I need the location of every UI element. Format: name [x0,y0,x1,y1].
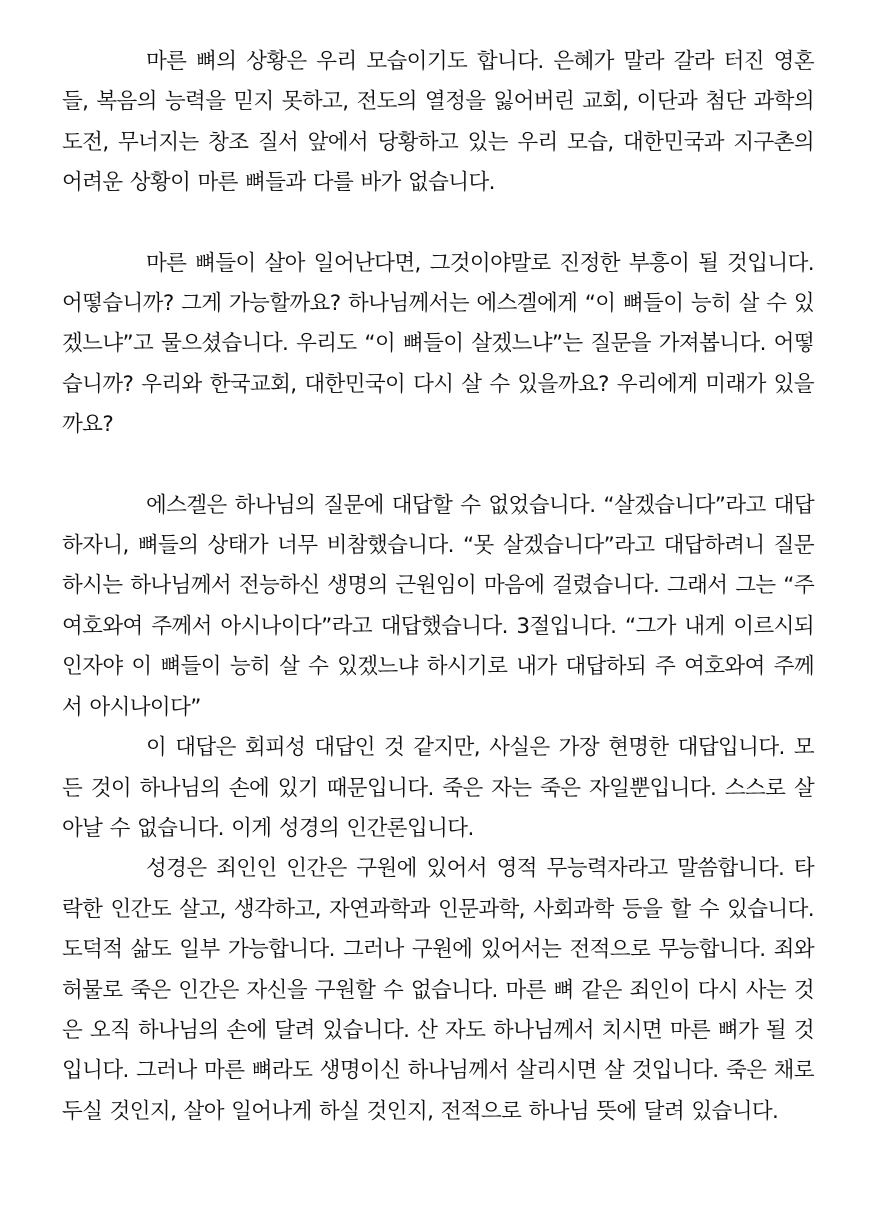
paragraph-5: 성경은 죄인인 인간은 구원에 있어서 영적 무능력자라고 말씀합니다. 타락한 인간도 살고, 생각하고, 자연과학과 인문과학, 사회과학 등을 할 수 있습니다. 도덕적 삶도 일부 가능합니다. 그러나 구원에 있어서는 전적으로 무능합니다. 죄와 허물로 죽은 인간은 자신을 구원할 수 없습니다. 마른 뼈 같은 죄인이 다시 사는 것은 오직 하나님의 손에 달려 있습니다. 산 자도 하나님께서 치시면 마른 뼈가 될 것입니다. 그러나 마른 뼈라도 생명이신 하나님께서 살리시면 살 것입니다. 죽은 채로 두실 것인지, 살아 일어나게 하실 것인지, 전적으로 하나님 뜻에 달려 있습니다. [62,856,814,1124]
paragraph-3: 에스겔은 하나님의 질문에 대답할 수 없었습니다. “살겠습니다”라고 대답하자니, 뼈들의 상태가 너무 비참했습니다. “못 살겠습니다”라고 대답하려니 질문하시는 하나님께서 전능하신 생명의 근원임이 마음에 걸렸습니다. 그래서 그는 “주 여호와여 주께서 아시나이다”라고 대답했습니다. 3절입니다. “그가 내게 이르시되 인자야 이 뼈들이 능히 살 수 있겠느냐 하시기로 내가 대답하되 주 여호와여 주께서 아시나이다” [62,492,814,720]
document-page [62,42,814,1132]
paragraph-1: 마른 뼈의 상황은 우리 모습이기도 합니다. 은혜가 말라 갈라 터진 영혼들, 복음의 능력을 믿지 못하고, 전도의 열정을 잃어버린 교회, 이단과 첨단 과학의 도전, 무너지는 창조 질서 앞에서 당황하고 있는 우리 모습, 대한민국과 지구촌의 어려운 상황이 마른 뼈들과 다를 바가 없습니다. [62,49,814,196]
paragraph-2: 마른 뼈들이 살아 일어난다면, 그것이야말로 진정한 부흥이 될 것입니다. 어떻습니까? 그게 가능할까요? 하나님께서는 에스겔에게 “이 뼈들이 능히 살 수 있겠느냐”고 물으셨습니다. 우리도 “이 뼈들이 살겠느냐”는 질문을 가져봅니다. 어떻습니까? 우리와 한국교회, 대한민국이 다시 살 수 있을까요? 우리에게 미래가 있을까요? [62,250,814,438]
paragraph-4: 이 대답은 회피성 대답인 것 같지만, 사실은 가장 현명한 대답입니다. 모든 것이 하나님의 손에 있기 때문입니다. 죽은 자는 죽은 자일뿐입니다. 스스로 살아날 수 없습니다. 이게 성경의 인간론입니다. [62,735,814,841]
